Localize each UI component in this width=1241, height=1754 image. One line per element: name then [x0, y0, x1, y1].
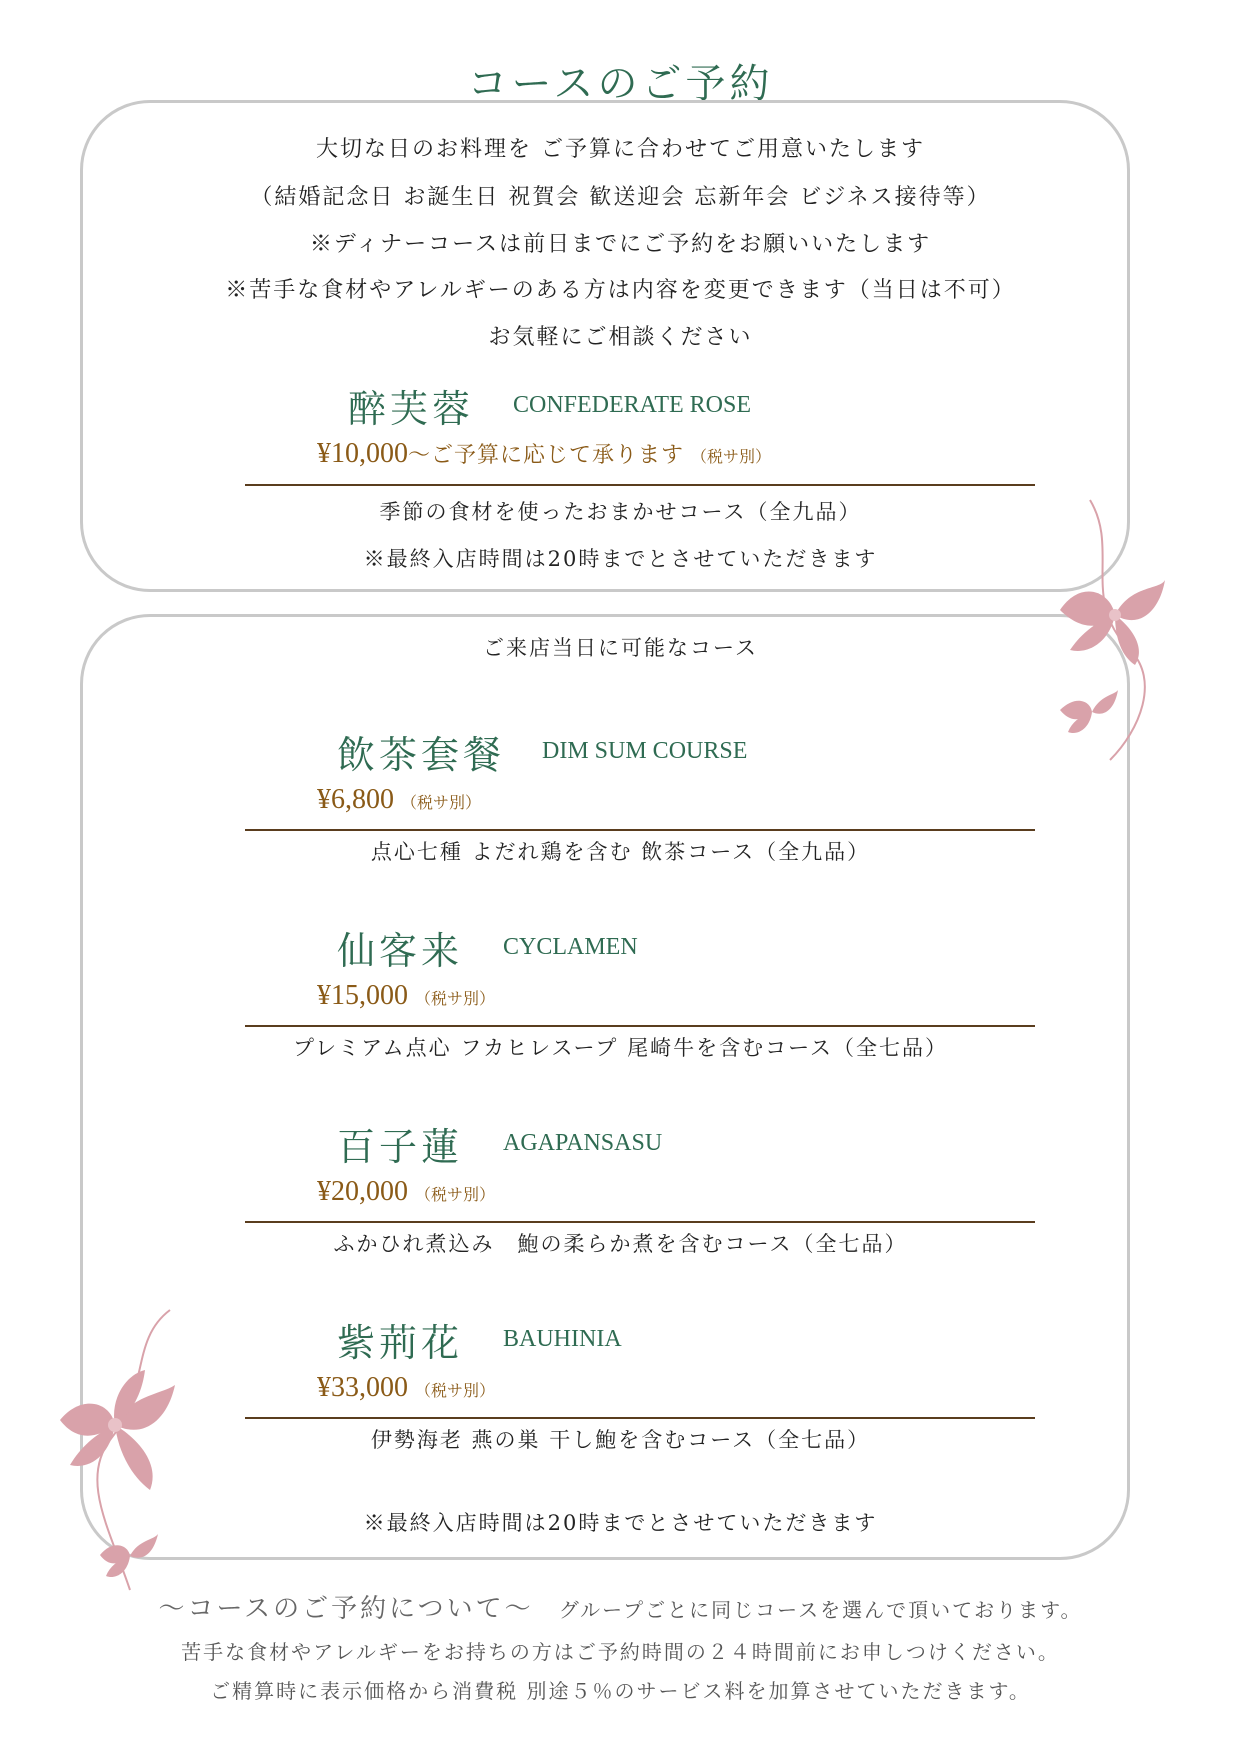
- course-price: [317, 1176, 495, 1208]
- course-en: DIM SUM COURSE: [542, 738, 748, 764]
- divider-rule: [245, 1417, 1035, 1419]
- price-value: ¥10,000: [317, 438, 408, 469]
- tax-note: （税サ別）: [691, 447, 772, 466]
- tax-note: （税サ別）: [401, 793, 482, 812]
- price-value: ¥33,000: [317, 1372, 408, 1403]
- course-name: 紫荊花: [337, 1321, 464, 1365]
- divider-rule: [245, 1221, 1035, 1223]
- footer-line-3: ご精算時に表示価格から消費税 別途５％のサービス料を加算させていただきます。: [210, 1679, 1031, 1703]
- course-name: 飲茶套餐: [337, 733, 506, 777]
- course-en: CYCLAMEN: [503, 934, 638, 960]
- price-value: ¥6,800: [317, 784, 394, 815]
- intro-line-4: ※苦手な食材やアレルギーのある方は内容を変更できます（当日は不可）: [225, 278, 1016, 303]
- course-en: AGAPANSASU: [503, 1130, 663, 1156]
- same-day-heading: ご来店当日に可能なコース: [483, 636, 758, 660]
- tax-note: （税サ別）: [415, 1185, 496, 1204]
- flower-decoration-right: [1020, 490, 1170, 770]
- course-desc: プレミアム点心 フカヒレスープ 尾崎牛を含むコース（全七品）: [292, 1036, 949, 1060]
- course-price: [317, 980, 495, 1012]
- course-en: BAUHINIA: [503, 1326, 622, 1352]
- divider-rule: [245, 484, 1035, 486]
- price-value: ¥15,000: [317, 980, 408, 1011]
- intro-line-5: お気軽にご相談ください: [488, 325, 753, 350]
- course-name: 百子蓮: [337, 1125, 464, 1169]
- featured-course-en: CONFEDERATE ROSE: [513, 392, 752, 418]
- flower-decoration-left: [50, 1300, 190, 1600]
- divider-rule: [245, 1025, 1035, 1027]
- footer-line-2: 苦手な食材やアレルギーをお持ちの方はご予約時間の２４時間前にお申しつけください。: [181, 1640, 1060, 1664]
- price-note: 〜ご予算に応じて承ります: [408, 443, 685, 468]
- course-desc: 伊勢海老 燕の巣 干し鮑を含むコース（全七品）: [370, 1428, 871, 1452]
- tax-note: （税サ別）: [415, 989, 496, 1008]
- footer-heading: 〜コースのご予約について〜: [158, 1594, 534, 1624]
- intro-line-1: 大切な日のお料理を ご予算に合わせてご用意いたします: [316, 137, 925, 162]
- footer-text: グループごとに同じコースを選んで頂いております。: [558, 1598, 1083, 1622]
- price-value: ¥20,000: [317, 1176, 408, 1207]
- featured-course-desc: 季節の食材を使ったおまかせコース（全九品）: [379, 500, 862, 524]
- course-desc: 点心七種 よだれ鶏を含む 飲茶コース（全九品）: [370, 840, 871, 864]
- course-name: 仙客来: [337, 929, 464, 973]
- tax-note: （税サ別）: [415, 1381, 496, 1400]
- featured-course-price: [317, 438, 771, 470]
- intro-line-3: ※ディナーコースは前日までにご予約をお願いいたします: [309, 232, 932, 257]
- page-title: コースのご予約: [467, 61, 774, 107]
- course-price: [317, 1372, 495, 1404]
- course-desc: ふかひれ煮込み 鮑の柔らか煮を含むコース（全七品）: [333, 1232, 908, 1256]
- divider-rule: [245, 829, 1035, 831]
- same-day-note: ※最終入店時間は20時までとさせていただきます: [363, 1511, 878, 1535]
- course-price: [317, 784, 481, 816]
- intro-line-2: （結婚記念日 お誕生日 祝賀会 歓送迎会 忘新年会 ビジネス接待等）: [250, 185, 991, 210]
- featured-course-name: 醉芙蓉: [348, 387, 475, 431]
- featured-course-note: ※最終入店時間は20時までとさせていただきます: [363, 547, 878, 571]
